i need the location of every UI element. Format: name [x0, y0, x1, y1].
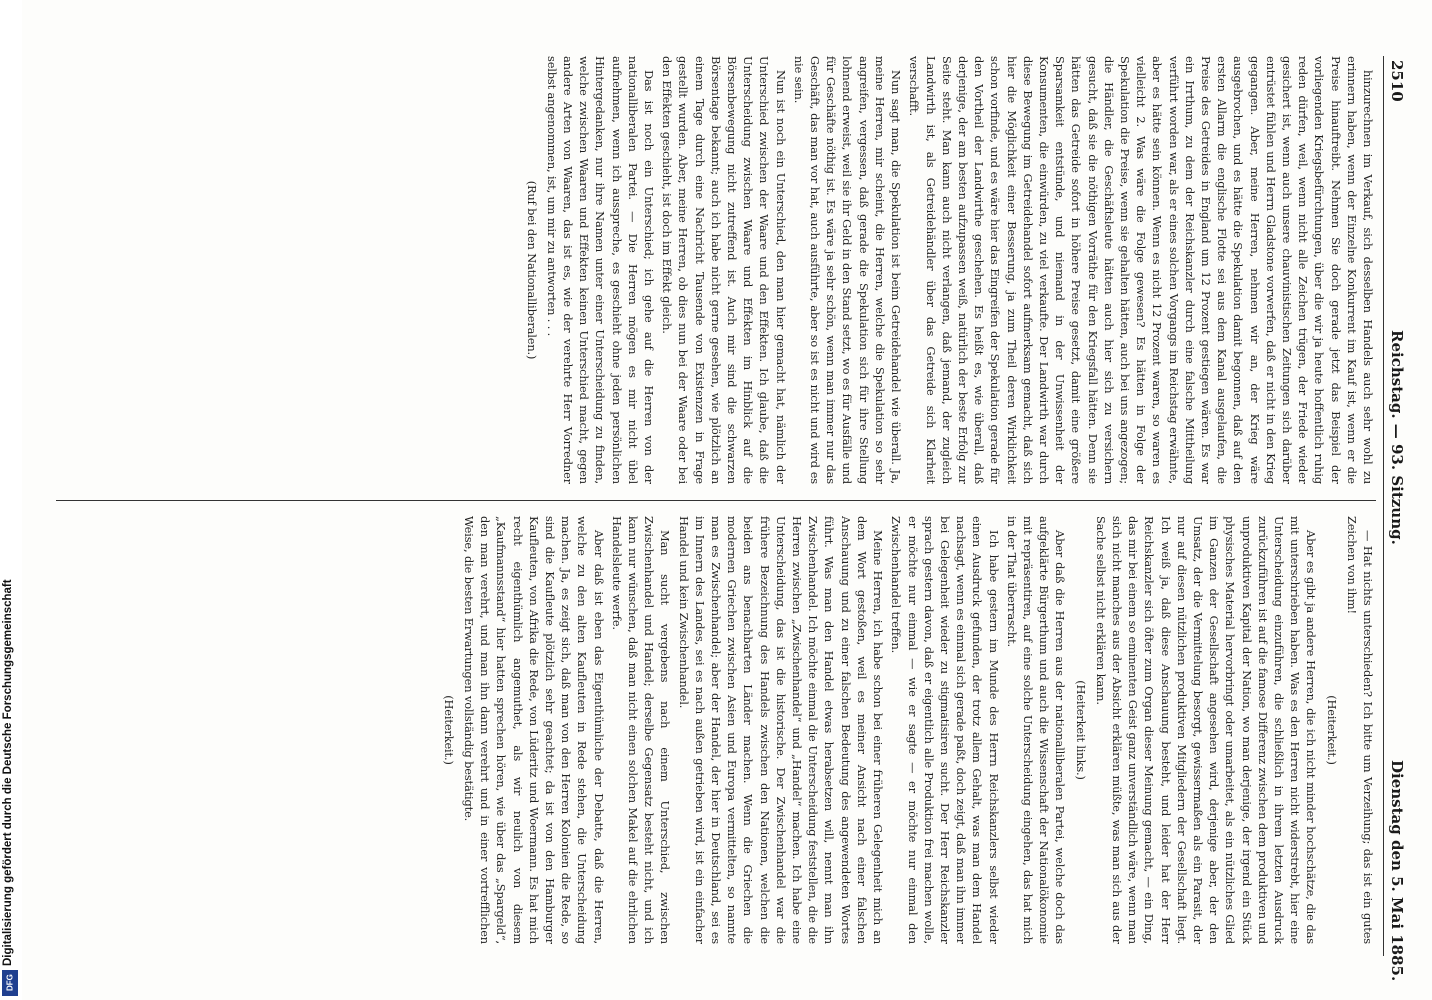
left-column [76, 56, 1376, 484]
right-closing-remark: (Heiterkeit.) [441, 695, 456, 765]
page-number: 2510 [1388, 60, 1406, 102]
right-paragraph: Ich habe gestern im Munde des Herrn Reichskanzlers selbst wieder einen Ausdruck gefunden, der trotz allem Gehalt, was man dem Handel nachsagt, wenn es einmal sich gerade paßt, doch zeigt, daß man ihn immer bei Gelegenheit wieder zu stigmatisiren sucht. Der Herr Reichskanzler sprach gestern davon, daß er eigentlich alle Produktion frei machen wolle, er möchte nur einmal — wie er sagte — er möchte nur einmal den Zwischenhandel treffen. [889, 516, 1001, 944]
right-paragraph: Meine Herren, ich habe schon bei einer früheren Gelegenheit mich an dem Wort gestoßen, weil es meiner Ansicht nach einer falschen Anschauung und zu einer falschen Bedeutung des angewendeten Wortes führt. Was man den Handel etwas herabsetzen will, nennt man ihn Zwischenhandel. Ich möchte einmal die Unterscheidung feststellen, die die Herren zwischen „Zwischenhandel“ und „Handel“ machen. Ich habe eine Unterscheidung, das ist die historische. Der Zwischenhandel war die frühere Bezeichnung des Handels zwischen den Nationen, welchen die beiden ans benachbarten Länder machen. Wenn die Griechen die modernen Griechen zwischen Asien und Europa vermittelten, so nannte man es Zwischenhandel; aber der Handel, der hier in Deutschland, sei es im Innern des Landes, sei es nach außen getrieben wird, ist ein einfacher Handel und kein Zwischenhandel. [676, 516, 886, 944]
column-divider [56, 500, 1376, 501]
page-header-date: Dienstag den 5. Mai 1885. [1388, 760, 1406, 982]
right-column [76, 516, 1376, 944]
left-paragraph: hinzurechnen im Verkauf, sich desselben Handels auch sehr wohl zu erinnern haben, wenn der Einzelne Konkurrent im Kauf ist, wenn er die Preise hinauftreibt. Nehmen Sie doch gerade jetzt das Beispiel der vorliegenden Kriegsbefürchtungen, über die wir ja heute hoffentlich ruhig reden dürfen, weil, wenn nicht alle Zeichen trügen, der Friede wieder gesichert ist, wenn auch unsere chauvinistischen Zeitungen sich darüber entrüstet fühlen und Herrn Gladstone vorwerfen, daß er nicht in den Krieg gegangen. Aber, meine Herren, nehmen wir an, der Krieg wäre ausgebrochen, und es hätte die Spekulation damit begonnen, daß auf den ersten Allarm die englische Flotte sei aus dem Kanal ausgelaufen, die Preise des Getreides in England um 12 Prozent gestiegen wären. Es war ein Irrthum, zu dem der Reichskanzler durch eine falsche Mittheilung verführt worden war, als er eines solchen Vorgangs im Reichstag erwähnte, aber es hätte sein können. Wenn es nicht 12 Prozent waren, so waren es vielleicht 2. Was wäre die Folge gewesen? Es hätten in Folge der Spekulation die Preise, wenn sie gehalten hätten, auch bei uns angezogen; die Händler, die Geschäftsleute hätten auch hier sich zu versichern gesucht, daß sie die nöthigen Vorräthe für den Kriegsfall hätten. Denn sie hätten das Getreide sofort in höhere Preise gesetzt, damit eine größere Sparsamkeit entstünde, und niemand in der Unwissenheit der Konsumenten, die einwürden, zu viel verkaufte. Der Landwirth war durch diese Bewegung im Getreidehandel sofort aufmerksam gemacht, daß sich hier die Möglichkeit einer Besserung, ja zum Theil deren Wirklichkeit schon vorfinde, und es wäre hier das Eingreifen der Spekulation gerade für den Vortheil der Landwirthe geschehen. Es heißt es, wie überall, daß derjenige, der am besten aufzupassen weiß, natürlich der beste Erfolg zur Seite steht. Man kann auch nicht verlangen, daß jemand, der zugleich Landwirth ist, als Getreidehändler über das Getreide sich Klarheit verschafft. [907, 56, 1375, 484]
digitization-strip [0, 0, 22, 1000]
left-paragraph: Nun sagt man, die Spekulation ist beim Getreidehandel wie überall. Ja, meine Herren, mir scheint, die Herren, welche die Spekulation so sehr angreifen, vergessen, daß gerade die Spekulation sich für ihre Stellung lohnend erweist, weil sie ihr Geld in den Stand setzt, wo es für Ausfälle und für Geschäfte nöthig ist. Es wäre ja sehr schön, wenn man immer nur das Geschäft, das man vor hat, auch ausführte, aber so ist es nicht und wird es nie sein. [791, 56, 904, 484]
left-paragraph: Nun ist noch ein Unterschied, den man hier gemacht hat, nämlich der Unterschied zwischen der Waare und den Effekten. Ich glaube, daß die Unterscheidung zwischen Waare und Effekten im Hinblick auf die Börsenbewegung nicht zutreffend ist. Auch mir sind die schwarzen Börsentage bekannt; auch ich habe nicht gerne gesehen, wie plötzlich an einem Tage durch eine Nachricht Tausende von Existenzen in Frage gestellt wurden. Aber, meine Herren, ob dies nun bei der Waare oder bei den Effekten geschieht, ist doch im Effekt gleich. [660, 56, 788, 484]
page-header-title: Reichstag. — 93. Sitzung. [1388, 330, 1406, 545]
interjection: (Heiterkeit.) [1324, 695, 1339, 765]
left-closing-remark: (Ruf bei den Nationalliberalen.) [524, 180, 539, 360]
digitization-note: Digitalisierung gefördert durch die Deutsche Forschungsgemeinschaft [2, 579, 14, 966]
dfg-logo-icon: DFG [2, 970, 18, 996]
right-paragraph: Aber daß ist eben das Eigenthümliche der Debatte, daß die Herren, welche zu den alten Kaufleuten in Rede stehen, die Unterscheidung machen. Ja, es zeigt sich, daß man von den Herren Kolonien die Rede, so sind die Kaufleute plötzlich sehr geachtet; da ist von den Hamburger Kaufleuten, von Afrika die Rede, von Lüderitz und Woermann. Es hat mich recht eigenthümlich angemuthet, als wir neulich von diesem „Kaufmannsstand“ hier hatten sprechen hören, wie über das „Spargeld“, den man verehrt, und man ihn dann verehrt und in einer vortrefflichen Weise, die besten Erwartungen vollständig bestätigte. [462, 516, 606, 944]
left-paragraph: Das ist noch ein Unterschied; ich gehe auf die Herren von der nationalliberalen Partei. — Die Herren mögen es mir nicht übel aufnehmen, wenn ich ausspreche, es geschieht ohne jeden persönlichen Hintergedanken, nur ihre Namen unter einer Unterscheidung zu finden, welche zwischen Waaren und Effekten keinen Unterschied macht, gegen andere Arten von Waaren, das ist es, wie der verehrte Herr Vorredner selbst angenommen, ist, um mir zu antworten . . . [544, 56, 657, 484]
header-rule [1383, 56, 1384, 956]
interjection: (Heiterkeit links.) [1073, 680, 1088, 780]
right-paragraph: Man sucht vergebens nach einem Unterschied, zwischen Zwischenhandel und Handel; derselbe Gegensatz besteht nicht, und ich kann nur wünschen, daß man nicht einen solchen Makel auf die ehrlichen Handelsleute werfe. [609, 516, 673, 944]
right-paragraph: Aber daß die Herren aus der nationalliberalen Partei, welche doch das aufgeklärte Bürgerthum und auch die Wissenschaft der Nationalökonomie mit repräsentiren, auf eine solche Unterscheidung eingehen, das hat mich in der That überrascht. [1004, 516, 1068, 944]
right-paragraph: — Hat nichts unterschieden? Ich bitte um Verzeihung; das ist ein gutes Zeichen von ihm! [1344, 516, 1375, 944]
right-paragraph: Aber es gibt ja andere Herren, die ich nicht minder hochschätze, die das mit unterschrieben haben. Was es den Herren nicht widerstrebt, hier eine Unterscheidung einzuführen, die schließlich in ihrem letzten Ausdruck zurückzuführen ist auf die famose Differenz zwischen dem produktiven und unproduktiven Kapital der Nation, wo man derjenige, der irgend ein Stück physisches Material hervorbringt oder umarbeitet, als ein nützliches Glied im Ganzen der Gesellschaft angesehen wird, derjenige aber, der den Umsatz, der die Vermittelung besorgt, gewissermaßen als ein Parasit, der nur auf diesen nützlichen produktiven Mitgliedern der Gesellschaft liegt. Ich weiß ja, daß diese Anschauung besteht, und leider hat der Herr Reichskanzler sich öfter zum Organ dieser Meinung gemacht, — ein Ding, das mir bei einem so eminenten Geist ganz unverständlich wäre, wenn man sich nicht manches aus der Absicht erklären müßte, was man sich aus der Sache selbst nicht erklären kann. [1093, 516, 1319, 944]
